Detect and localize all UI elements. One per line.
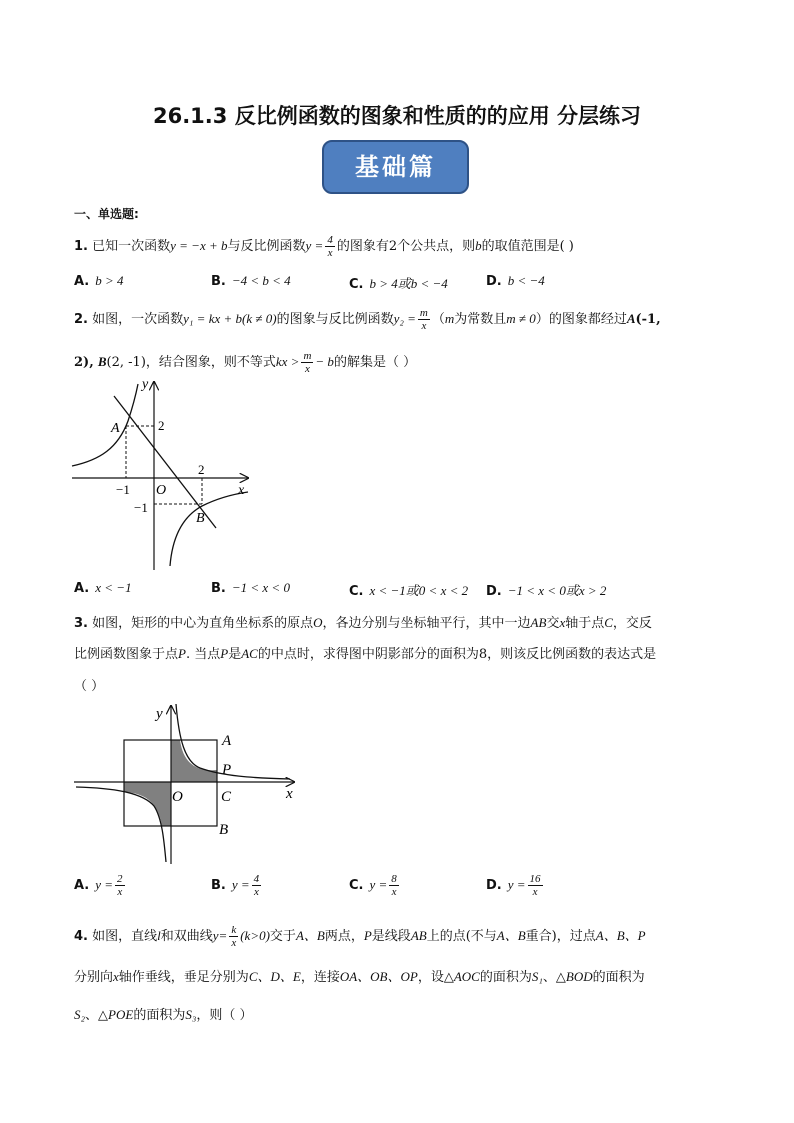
q4-math: x — [113, 969, 119, 984]
q3-text: 是 — [228, 647, 242, 662]
q2-inequality-rhs: − b — [315, 354, 334, 369]
q4-text: 重合)，过点 — [525, 929, 596, 944]
q4-math: A、B、P — [595, 928, 646, 943]
option-text: b > 4或b < −4 — [369, 276, 448, 291]
q1-formula-lhs: y = — [305, 238, 324, 253]
q2-condition: m ≠ 0 — [506, 311, 536, 326]
q4-math: S₁ — [531, 969, 543, 984]
option-text: x < −1 — [95, 580, 132, 595]
q3-text: 交 — [546, 616, 560, 631]
question-2-line-2 — [74, 350, 416, 375]
fraction-numerator: m — [419, 307, 428, 319]
q1-option-d[interactable] — [486, 273, 545, 289]
question-3-line-2 — [74, 643, 656, 662]
option-text: b > 4 — [95, 273, 124, 288]
option-label: C. — [349, 584, 364, 599]
fraction-denominator: x — [391, 886, 397, 898]
option-label: A. — [74, 274, 90, 289]
fraction-numerator: 4 — [327, 234, 333, 246]
q4-text: 的面积为 — [592, 970, 645, 985]
tick-label: −1 — [134, 500, 148, 515]
question-4 — [74, 924, 646, 949]
option-text: y = — [231, 877, 250, 892]
q2-text: 如图，一次函数 — [92, 312, 184, 327]
q2-fraction — [418, 307, 430, 332]
option-text: x < −1或0 < x < 2 — [369, 583, 469, 598]
question-3 — [74, 612, 652, 631]
origin-label: O — [172, 789, 183, 805]
q4-math: y= — [212, 928, 228, 943]
option-text: y = — [507, 877, 526, 892]
q1-option-a[interactable] — [74, 273, 124, 289]
fraction-numerator: 16 — [529, 873, 541, 885]
q4-text: 分别向 — [74, 970, 114, 985]
q4-math: △POE — [98, 1007, 134, 1022]
x-axis-label: x — [238, 483, 245, 498]
option-fraction — [252, 873, 262, 898]
option-label: B. — [211, 878, 226, 893]
q3-math: O — [313, 615, 323, 630]
fraction-numerator: k — [231, 924, 237, 936]
q4-text: 的面积为 — [479, 970, 532, 985]
x-axis-label: x — [286, 786, 293, 802]
q4-math: AB — [410, 928, 427, 943]
fraction-denominator: x — [421, 320, 427, 332]
point-c-label: C — [221, 789, 232, 805]
q2-variable: m — [444, 311, 455, 326]
q1-option-c[interactable] — [349, 273, 448, 292]
q4-text: 、 — [85, 1008, 99, 1023]
q2-text: ）的图象都经过 — [535, 312, 627, 327]
q3-text: . 当点 — [185, 647, 221, 662]
option-label: B. — [211, 581, 226, 596]
q4-text: 轴作垂线，垂足分别为 — [118, 970, 249, 985]
q4-text: 和双曲线 — [160, 929, 213, 944]
option-text: y = — [95, 877, 114, 892]
q4-text: 是线段 — [371, 929, 411, 944]
fraction-denominator: x — [327, 247, 333, 259]
point-a-label: A — [222, 733, 232, 749]
q2-text: （ — [431, 312, 445, 327]
q3-text: 轴于点 — [565, 616, 605, 631]
q4-text: 两点， — [324, 929, 364, 944]
q3-math: AB — [530, 615, 547, 630]
q2-inequality-lhs: kx > — [275, 354, 300, 369]
q3-math: P — [220, 646, 229, 661]
q4-math: C、D、E — [248, 969, 301, 984]
q4-text: 如图，直线 — [92, 929, 158, 944]
option-label: C. — [349, 277, 364, 292]
option-label: A. — [74, 581, 90, 596]
q2-text: (-1, — [635, 312, 661, 327]
q4-text: 、 — [542, 970, 556, 985]
option-text: −1 < x < 0 — [231, 580, 290, 595]
hyperbola-branch — [170, 492, 248, 566]
option-label: A. — [74, 878, 90, 893]
question-number: 4. — [74, 929, 88, 944]
point-b-label: B — [219, 822, 229, 838]
q4-fraction — [229, 924, 238, 949]
tick-label: 2 — [158, 418, 165, 433]
y-axis-label: y — [142, 377, 149, 392]
q4-math: S₂ — [74, 1007, 86, 1022]
option-fraction — [115, 873, 125, 898]
q2-option-b[interactable] — [211, 580, 290, 596]
q4-math: (k>0) — [240, 928, 270, 943]
question-number: 3. — [74, 616, 88, 631]
q3-text: 的中点时，求得图中阴影部分的面积为8，则该反比例函数的表达式是 — [257, 647, 657, 662]
q4-math: △BOD — [555, 969, 593, 984]
q1-text: 的图象有2个公共点，则 — [336, 239, 476, 254]
q1-fraction — [325, 234, 335, 259]
q4-math: △AOC — [443, 969, 480, 984]
point-p-label: P — [222, 762, 232, 778]
q1-text: 的取值范围是( ) — [481, 239, 574, 254]
question-number: 2. — [74, 312, 88, 327]
q2-linear-formula: y₁ = kx + b(k ≠ 0) — [183, 311, 277, 326]
q2-graph — [70, 376, 260, 572]
hyperbola-branch — [72, 384, 138, 466]
q2-text: 为常数且 — [454, 312, 507, 327]
q2-option-a[interactable] — [74, 580, 132, 596]
fraction-numerator: 4 — [253, 873, 260, 885]
option-fraction — [389, 873, 399, 898]
fraction-denominator: x — [532, 886, 538, 898]
question-1 — [74, 234, 574, 259]
fraction-denominator: x — [253, 886, 259, 898]
option-text: −4 < b < 4 — [231, 273, 291, 288]
option-label: B. — [211, 274, 226, 289]
q3-option-a[interactable] — [74, 873, 127, 898]
q1-text: 已知一次函数 — [92, 239, 171, 254]
q4-math: P — [363, 928, 372, 943]
option-text: −1 < x < 0或x > 2 — [507, 583, 607, 598]
q3-option-d[interactable] — [486, 873, 545, 898]
q4-text: 交于 — [269, 929, 296, 944]
tick-label: −1 — [116, 482, 130, 497]
fraction-denominator: x — [117, 886, 123, 898]
q4-math: OA、OB、OP — [339, 969, 418, 984]
q1-linear-formula: y = −x + b — [170, 238, 228, 253]
page-title: 26.1.3 反比例函数的图象和性质的的应用 分层练习 — [152, 104, 642, 128]
fraction-numerator: 8 — [391, 873, 397, 885]
tick-label: 2 — [198, 462, 205, 477]
fraction-numerator: m — [303, 350, 312, 362]
q3-text: ，各边分别与坐标轴平行，其中一边 — [322, 616, 531, 631]
q3-math: AC — [241, 646, 258, 661]
option-label: C. — [349, 878, 364, 893]
q2-text: 2), — [74, 355, 94, 370]
point-a-label: A — [111, 421, 120, 436]
q1-variable: b — [475, 238, 482, 253]
q4-text: 的面积为 — [133, 1008, 186, 1023]
q2-inequality-fraction — [301, 350, 313, 375]
q2-text: 的图象与反比例函数 — [276, 312, 394, 327]
section-heading: 一、单选题: — [74, 207, 139, 221]
q2-point-a: A — [626, 311, 636, 326]
q2-text: (2, -1)，结合图象，则不等式 — [106, 355, 276, 370]
q2-formula-lhs: y₂ = — [393, 311, 416, 326]
q2-option-c[interactable] — [349, 580, 468, 599]
q3-graph — [72, 700, 302, 868]
q4-math: A、B — [295, 928, 325, 943]
q4-math: l — [157, 928, 161, 943]
q3-text: 比例函数图象于点 — [74, 647, 179, 662]
option-label: D. — [486, 584, 502, 599]
level-badge: 基础篇 — [322, 140, 469, 194]
question-number: 1. — [74, 239, 88, 254]
option-text: y = — [369, 877, 388, 892]
fraction-denominator: x — [304, 363, 310, 375]
q4-text: ，设 — [417, 970, 444, 985]
q1-text: 与反比例函数 — [227, 239, 306, 254]
q2-text: 的解集是（ ） — [333, 355, 417, 370]
fraction-numerator: 2 — [117, 873, 123, 885]
q1-option-b[interactable] — [211, 273, 291, 289]
option-label: D. — [486, 878, 502, 893]
option-label: D. — [486, 274, 502, 289]
q3-option-c[interactable] — [349, 873, 401, 898]
point-b-label: B — [196, 511, 205, 526]
y-axis-label: y — [156, 706, 163, 722]
q3-math: C — [604, 615, 613, 630]
q4-text: 上的点(不与 — [426, 929, 497, 944]
question-4-line-2 — [74, 966, 645, 985]
option-text: b < −4 — [507, 273, 545, 288]
q4-text: ，连接 — [300, 970, 340, 985]
fraction-denominator: x — [231, 937, 237, 949]
origin-label: O — [156, 483, 167, 498]
q3-text: 如图，矩形的中心为直角坐标系的原点 — [92, 616, 314, 631]
q3-option-b[interactable] — [211, 873, 263, 898]
q2-point-b: B — [97, 354, 107, 369]
q4-text: ，则（ ） — [196, 1008, 253, 1023]
option-fraction — [528, 873, 543, 898]
question-2 — [74, 307, 661, 332]
q3-math: P — [178, 646, 186, 661]
q2-option-d[interactable] — [486, 580, 606, 599]
q3-text: ，交反 — [612, 616, 652, 631]
question-3-line-3: （ ） — [74, 679, 105, 694]
q4-math: S₃ — [185, 1007, 197, 1022]
q4-math: A、B — [496, 928, 526, 943]
q3-math: x — [559, 615, 566, 630]
question-4-line-3 — [74, 1004, 253, 1023]
